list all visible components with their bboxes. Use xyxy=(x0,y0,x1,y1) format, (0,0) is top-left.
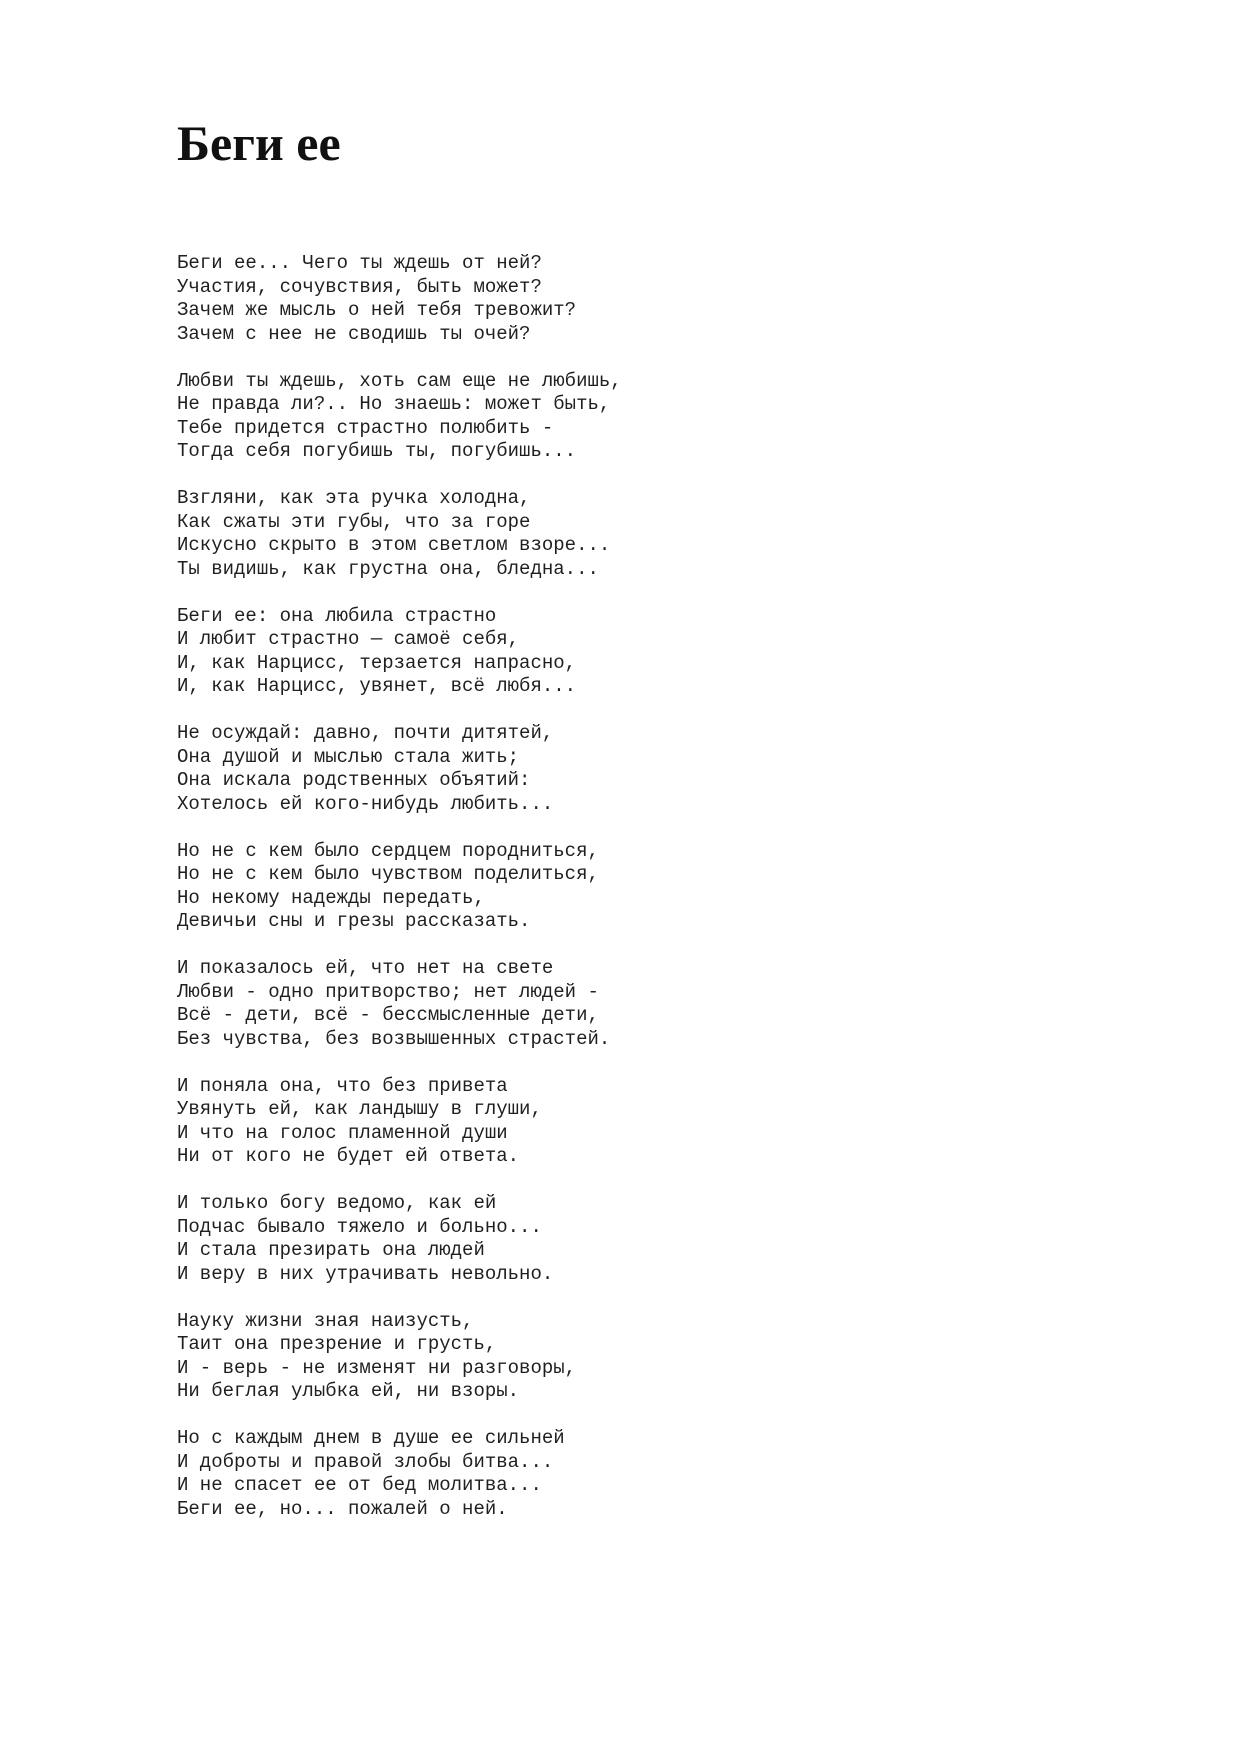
document-page xyxy=(177,112,1077,1520)
stanza xyxy=(177,1075,622,1169)
stanza xyxy=(177,1310,622,1404)
poem-line: Участия, сочувствия, быть может? xyxy=(177,275,542,298)
stanza xyxy=(177,840,622,934)
poem-line: Ты видишь, как грустна она, бледна... xyxy=(177,557,599,580)
poem-line: Но не с кем было сердцем породниться, xyxy=(177,839,599,862)
poem-line: Но с каждым днем в душе ее сильней xyxy=(177,1427,565,1449)
poem-line: И поняла она, что без привета xyxy=(177,1074,508,1097)
stanza xyxy=(177,487,622,581)
stanza xyxy=(177,370,622,464)
poem-line: Как сжаты эти губы, что за горе xyxy=(177,510,531,533)
poem-line: Она искала родственных объятий: xyxy=(177,769,531,791)
poem-line: Взгляни, как эта ручка холодна, xyxy=(177,487,531,509)
stanza xyxy=(177,1427,622,1521)
poem-line: Беги ее... Чего ты ждешь от ней? xyxy=(177,252,542,274)
poem-line: И не спасет ее от бед молитва... xyxy=(177,1474,542,1496)
poem-line: Ни беглая улыбка ей, ни взоры. xyxy=(177,1380,520,1402)
poem-line: И - верь - не изменят ни разговоры, xyxy=(177,1356,577,1379)
stanza xyxy=(177,605,622,699)
poem-line: Ни от кого не будет ей ответа. xyxy=(177,1145,520,1167)
poem-line: Таит она презрение и грусть, xyxy=(177,1333,497,1355)
poem-line: Тогда себя погубишь ты, погубишь... xyxy=(177,440,577,462)
poem-line: Беги ее, но... пожалей о ней. xyxy=(177,1497,508,1520)
poem-line: Увянуть ей, как ландышу в глуши, xyxy=(177,1098,542,1120)
poem-line: И, как Нарцисс, увянет, всё любя... xyxy=(177,675,577,697)
poem-line: Но некому надежды передать, xyxy=(177,886,485,909)
stanza xyxy=(177,1192,622,1286)
poem-title: Беги ее xyxy=(177,115,341,171)
poem-line: Науку жизни зная наизусть, xyxy=(177,1309,474,1332)
stanza xyxy=(177,252,622,346)
stanza xyxy=(177,722,622,816)
poem-line: Хотелось ей кого-нибудь любить... xyxy=(177,792,554,815)
poem-line: Любви - одно притворство; нет людей - xyxy=(177,980,599,1003)
poem-line: И любит страстно — самоё себя, xyxy=(177,628,520,650)
poem-line: Искусно скрыто в этом светлом взоре... xyxy=(177,534,611,556)
poem-line: И доброты и правой злобы битва... xyxy=(177,1450,554,1473)
poem-line: Тебе придется страстно полюбить - xyxy=(177,416,554,439)
poem-line: Подчас бывало тяжело и больно... xyxy=(177,1215,542,1238)
poem-line: Не осуждай: давно, почти дитятей, xyxy=(177,722,554,744)
poem-line: Зачем с нее не сводишь ты очей? xyxy=(177,322,531,345)
poem-line: И, как Нарцисс, терзается напрасно, xyxy=(177,651,577,674)
poem-line: И стала презирать она людей xyxy=(177,1239,485,1261)
poem-line: И показалось ей, что нет на свете xyxy=(177,957,554,979)
poem-line: Всё - дети, всё - бессмысленные дети, xyxy=(177,1004,599,1026)
poem-line: И только богу ведомо, как ей xyxy=(177,1192,497,1214)
poem-line: Зачем же мысль о ней тебя тревожит? xyxy=(177,299,577,321)
poem-line: Без чувства, без возвышенных страстей. xyxy=(177,1027,611,1050)
poem-line: Любви ты ждешь, хоть сам еще не любишь, xyxy=(177,369,622,392)
poem-line: Беги ее: она любила страстно xyxy=(177,604,497,627)
poem-line: И что на голос пламенной души xyxy=(177,1121,508,1144)
poem-body xyxy=(177,252,622,1545)
stanza xyxy=(177,957,622,1051)
poem-line: Не правда ли?.. Но знаешь: может быть, xyxy=(177,393,611,415)
poem-line: И веру в них утрачивать невольно. xyxy=(177,1262,554,1285)
poem-line: Девичьи сны и грезы рассказать. xyxy=(177,910,531,932)
poem-line: Она душой и мыслью стала жить; xyxy=(177,745,520,768)
poem-line: Но не с кем было чувством поделиться, xyxy=(177,863,599,885)
